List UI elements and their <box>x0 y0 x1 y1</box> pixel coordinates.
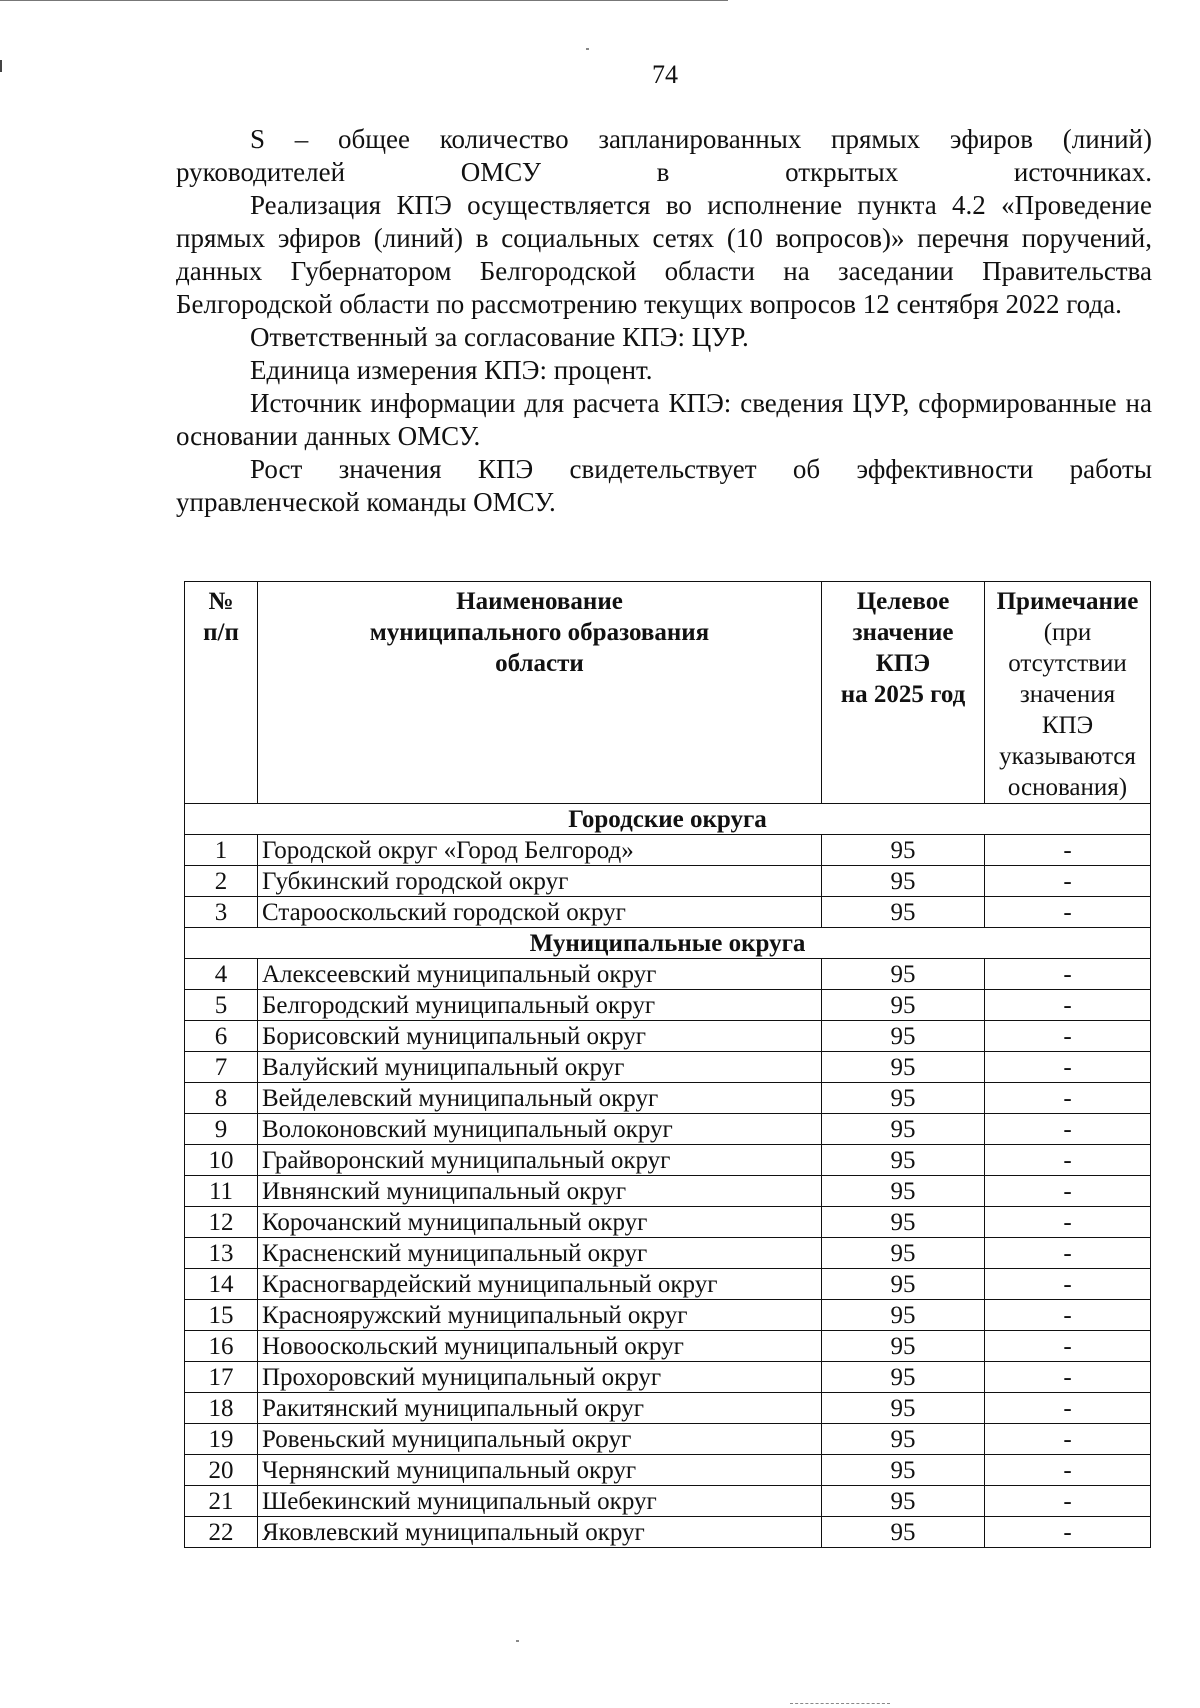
table-row <box>185 1083 1151 1114</box>
table-row <box>185 1269 1151 1300</box>
row-note: - <box>985 1176 1151 1207</box>
row-number: 9 <box>185 1114 258 1145</box>
scan-dot <box>586 48 589 50</box>
paragraph-growth: Рост значения КПЭ свидетельствует об эффективности работы управленческой команды ОМСУ. <box>176 454 1152 517</box>
row-note: - <box>985 835 1151 866</box>
table-row <box>185 1145 1151 1176</box>
municipality-name: Новооскольский муниципальный округ <box>258 1331 822 1362</box>
row-note: - <box>985 1145 1151 1176</box>
scan-dot <box>516 1640 519 1642</box>
table-header-row <box>185 582 1151 804</box>
municipality-name: Ивнянский муниципальный округ <box>258 1176 822 1207</box>
row-note: - <box>985 897 1151 928</box>
row-note: - <box>985 990 1151 1021</box>
table-row <box>185 1455 1151 1486</box>
municipality-name: Белгородский муниципальный округ <box>258 990 822 1021</box>
header-note: Примечание (при отсутствии значения КПЭ указываются основания) <box>985 582 1151 804</box>
header-name: Наименование муниципального образования области <box>258 582 822 804</box>
section-row <box>185 928 1151 959</box>
row-note: - <box>985 1362 1151 1393</box>
row-note: - <box>985 1455 1151 1486</box>
row-number: 3 <box>185 897 258 928</box>
target-value: 95 <box>822 1424 985 1455</box>
target-value: 95 <box>822 1393 985 1424</box>
table-row <box>185 835 1151 866</box>
paragraph-source: Источник информации для расчета КПЭ: сведения ЦУР, сформированные на основании данных ОМСУ. <box>176 388 1152 451</box>
target-value: 95 <box>822 1331 985 1362</box>
section-title: Муниципальные округа <box>185 928 1151 959</box>
table-row <box>185 959 1151 990</box>
row-note: - <box>985 1052 1151 1083</box>
table-row <box>185 1393 1151 1424</box>
municipality-name: Красногвардейский муниципальный округ <box>258 1269 822 1300</box>
paragraph-implementation: Реализация КПЭ осуществляется во исполнение пункта 4.2 «Проведение прямых эфиров (линий) в социальных сетях (10 вопросов)» перечня поручений, данных Губернатором Белгородской области на заседании Правительства Белгородской области по рассмотрению текущих вопросов 12 сентября 2022 года. <box>176 190 1152 319</box>
municipality-name: Шебекинский муниципальный округ <box>258 1486 822 1517</box>
target-value: 95 <box>822 866 985 897</box>
header-value: Целевое значение КПЭ на 2025 год <box>822 582 985 804</box>
row-number: 4 <box>185 959 258 990</box>
row-note: - <box>985 1517 1151 1548</box>
table-row <box>185 866 1151 897</box>
table-row <box>185 897 1151 928</box>
table-row <box>185 1331 1151 1362</box>
row-number: 15 <box>185 1300 258 1331</box>
target-value: 95 <box>822 1455 985 1486</box>
municipality-name: Ракитянский муниципальный округ <box>258 1393 822 1424</box>
target-value: 95 <box>822 1145 985 1176</box>
table-row <box>185 1207 1151 1238</box>
target-value: 95 <box>822 959 985 990</box>
target-value: 95 <box>822 1207 985 1238</box>
row-number: 8 <box>185 1083 258 1114</box>
table-row <box>185 1021 1151 1052</box>
row-note: - <box>985 1207 1151 1238</box>
page-number: 74 <box>652 60 678 89</box>
header-num: № п/п <box>185 582 258 804</box>
municipality-name: Старооскольский городской округ <box>258 897 822 928</box>
row-note: - <box>985 1238 1151 1269</box>
row-number: 14 <box>185 1269 258 1300</box>
municipality-name: Красненский муниципальный округ <box>258 1238 822 1269</box>
table-row <box>185 1114 1151 1145</box>
row-note: - <box>985 1393 1151 1424</box>
target-value: 95 <box>822 1021 985 1052</box>
row-note: - <box>985 1269 1151 1300</box>
row-note: - <box>985 959 1151 990</box>
row-number: 19 <box>185 1424 258 1455</box>
section-row <box>185 804 1151 835</box>
target-value: 95 <box>822 1052 985 1083</box>
row-note: - <box>985 1331 1151 1362</box>
row-number: 17 <box>185 1362 258 1393</box>
municipality-name: Яковлевский муниципальный округ <box>258 1517 822 1548</box>
municipality-name: Краснояружский муниципальный округ <box>258 1300 822 1331</box>
row-number: 1 <box>185 835 258 866</box>
row-number: 21 <box>185 1486 258 1517</box>
top-rule <box>0 0 728 1</box>
row-number: 7 <box>185 1052 258 1083</box>
municipality-name: Чернянский муниципальный округ <box>258 1455 822 1486</box>
table-row <box>185 1052 1151 1083</box>
target-value: 95 <box>822 1114 985 1145</box>
municipality-name: Вейделевский муниципальный округ <box>258 1083 822 1114</box>
row-number: 20 <box>185 1455 258 1486</box>
target-value: 95 <box>822 1517 985 1548</box>
row-number: 13 <box>185 1238 258 1269</box>
row-number: 11 <box>185 1176 258 1207</box>
row-number: 10 <box>185 1145 258 1176</box>
target-value: 95 <box>822 1083 985 1114</box>
row-number: 22 <box>185 1517 258 1548</box>
municipality-name: Прохоровский муниципальный округ <box>258 1362 822 1393</box>
row-note: - <box>985 1083 1151 1114</box>
target-value: 95 <box>822 1269 985 1300</box>
municipality-name: Корочанский муниципальный округ <box>258 1207 822 1238</box>
table-row <box>185 1176 1151 1207</box>
target-value: 95 <box>822 1486 985 1517</box>
section-title: Городские округа <box>185 804 1151 835</box>
table-row <box>185 1486 1151 1517</box>
target-value: 95 <box>822 1238 985 1269</box>
body-text <box>176 123 1152 519</box>
table-row <box>185 990 1151 1021</box>
target-value: 95 <box>822 1362 985 1393</box>
paragraph-responsible: Ответственный за согласование КПЭ: ЦУР. <box>250 322 749 352</box>
row-note: - <box>985 866 1151 897</box>
row-number: 2 <box>185 866 258 897</box>
paragraph-s-definition: S – общее количество запланированных прямых эфиров (линий) руководителей ОМСУ в открытых источниках. <box>176 124 1152 187</box>
target-value: 95 <box>822 897 985 928</box>
table-row <box>185 1300 1151 1331</box>
table-row <box>185 1424 1151 1455</box>
row-note: - <box>985 1114 1151 1145</box>
table-row <box>185 1238 1151 1269</box>
target-value: 95 <box>822 835 985 866</box>
row-number: 18 <box>185 1393 258 1424</box>
municipality-name: Ровеньский муниципальный округ <box>258 1424 822 1455</box>
municipality-name: Губкинский городской округ <box>258 866 822 897</box>
municipality-name: Волоконовский муниципальный округ <box>258 1114 822 1145</box>
target-value: 95 <box>822 1176 985 1207</box>
row-number: 6 <box>185 1021 258 1052</box>
municipality-name: Валуйский муниципальный округ <box>258 1052 822 1083</box>
row-note: - <box>985 1486 1151 1517</box>
bottom-rule <box>790 1703 890 1704</box>
target-value: 95 <box>822 990 985 1021</box>
municipality-name: Грайворонский муниципальный округ <box>258 1145 822 1176</box>
table-row <box>185 1362 1151 1393</box>
target-value: 95 <box>822 1300 985 1331</box>
kpe-table <box>184 581 1151 1548</box>
paragraph-unit: Единица измерения КПЭ: процент. <box>250 355 653 385</box>
row-number: 12 <box>185 1207 258 1238</box>
municipality-name: Городской округ «Город Белгород» <box>258 835 822 866</box>
row-number: 5 <box>185 990 258 1021</box>
row-number: 16 <box>185 1331 258 1362</box>
municipality-name: Алексеевский муниципальный округ <box>258 959 822 990</box>
municipality-name: Борисовский муниципальный округ <box>258 1021 822 1052</box>
row-note: - <box>985 1300 1151 1331</box>
table-row <box>185 1517 1151 1548</box>
row-note: - <box>985 1424 1151 1455</box>
row-note: - <box>985 1021 1151 1052</box>
